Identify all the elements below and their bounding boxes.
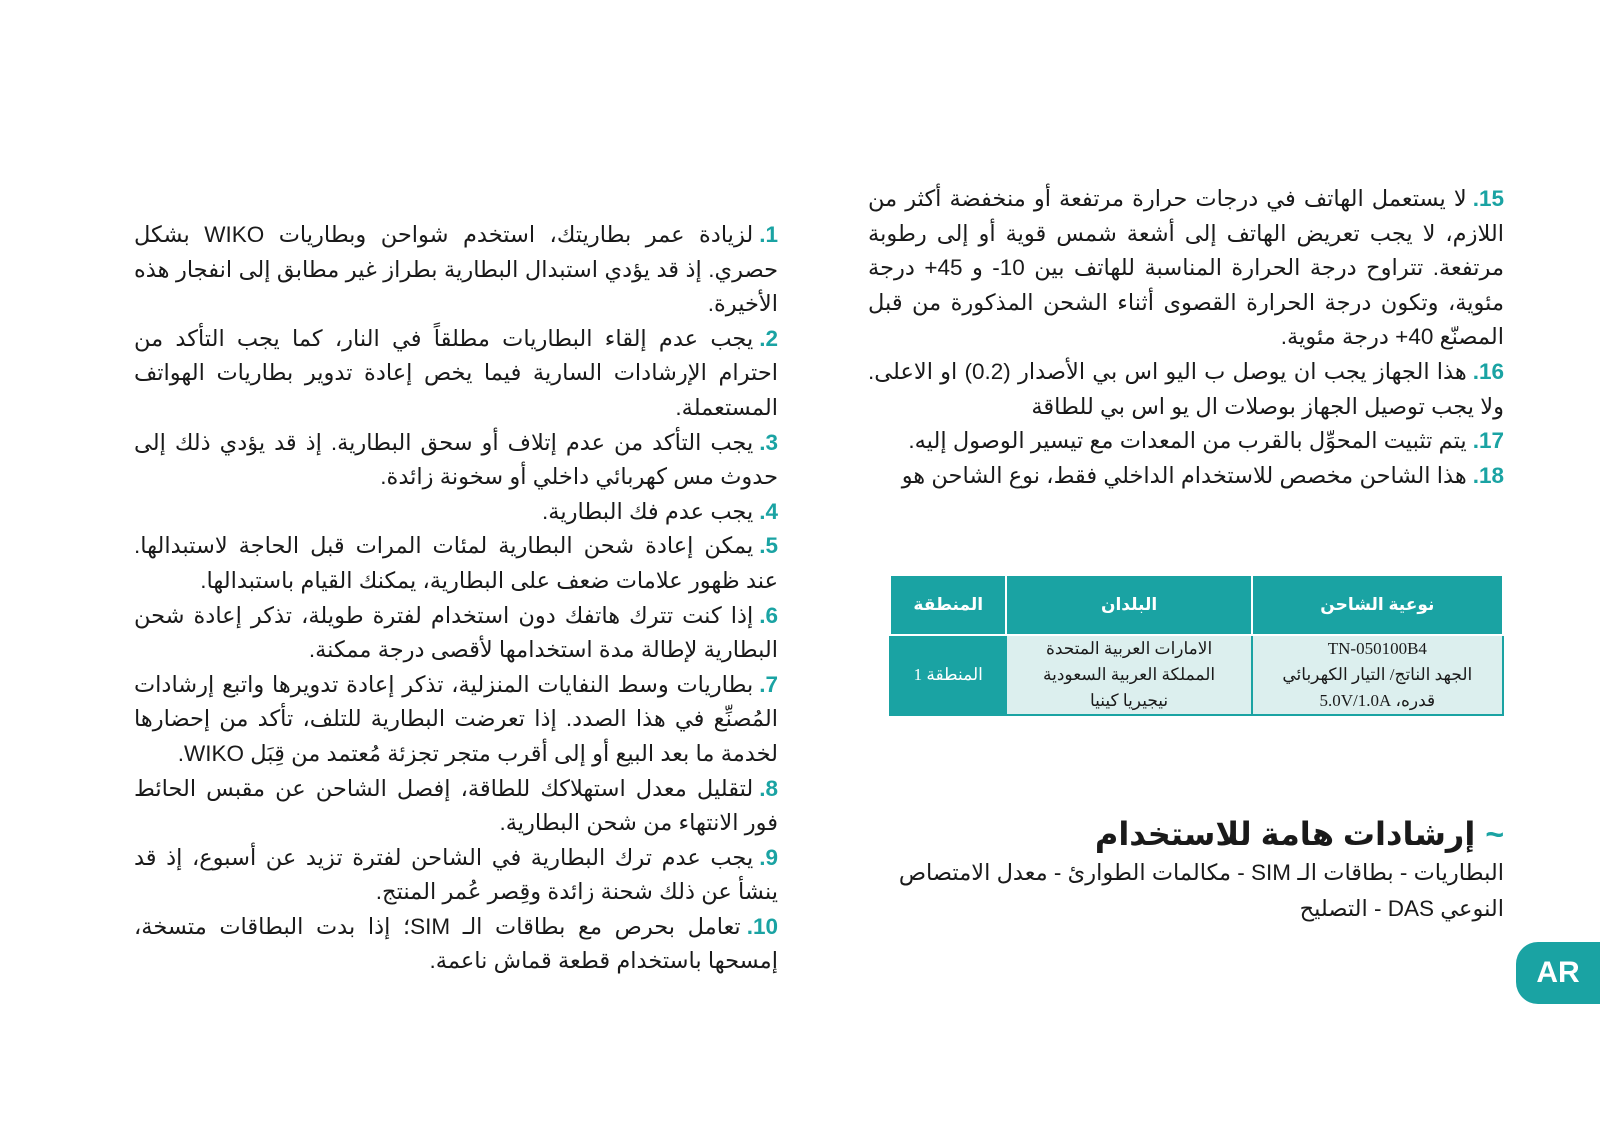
instruction-item	[134, 426, 778, 495]
language-badge: AR	[1516, 942, 1600, 1004]
instruction-item	[134, 495, 778, 530]
instructions-right-column	[868, 182, 1504, 493]
header-region: المنطقة	[890, 575, 1006, 635]
item-text: يتم تثبيت المحوِّل بالقرب من المعدات مع تيسير الوصول إليه.	[908, 428, 1467, 454]
tilde-mark: ~	[1485, 816, 1504, 852]
section-title-text: إرشادات هامة للاستخدام	[1094, 816, 1476, 852]
item-text: لزيادة عمر بطاريتك، استخدم شواحن وبطاريات WIKO بشكل حصري. إذ قد يؤدي استبدال البطارية بطراز غير مطابق إلى انفجار هذه الأخيرة.	[134, 222, 778, 317]
country-name: نيجيريا كينيا	[1089, 691, 1169, 710]
instruction-item	[868, 355, 1504, 424]
item-text: لتقليل معدل استهلاكك للطاقة، إفصل الشاحن عن مقبس الحائط فور الانتهاء من شحن البطارية.	[134, 775, 778, 836]
item-text: هذا الشاحن مخصص للاستخدام الداخلي فقط، نوع الشاحن هو	[901, 462, 1467, 488]
instruction-item	[134, 218, 778, 322]
charger-voltage-label: الجهد الناتج/ التيار الكهربائي	[1282, 665, 1473, 684]
item-number: 9.	[759, 844, 778, 870]
item-text: يجب عدم ترك البطارية في الشاحن لفترة تزيد عن أسبوع، إذ قد ينشأ عن ذلك شحنة زائدة وقِصر عُمر المنتج.	[134, 844, 778, 905]
item-text: إذا كنت تترك هاتفك دون استخدام لفترة طويلة، تذكر إعادة شحن البطارية لإطالة مدة استخدامها لأقصى درجة ممكنة.	[134, 602, 778, 663]
charger-voltage-value: قدره، 5.0V/1.0A	[1319, 691, 1436, 710]
instruction-item	[134, 841, 778, 910]
item-number: 16.	[1472, 358, 1504, 384]
country-name: الامارات العربية المتحدة	[1045, 639, 1213, 658]
item-number: 10.	[746, 913, 778, 939]
item-number: 1.	[759, 222, 778, 247]
country-name: المملكة العربية السعودية	[1043, 665, 1216, 684]
item-number: 8.	[759, 775, 778, 801]
instruction-item	[134, 529, 778, 598]
item-text: بطاريات وسط النفايات المنزلية، تذكر إعادة تدويرها واتبع إرشادات المُصنِّع في هذا الصدد. إذا تعرضت البطارية للتلف، تأكد من إحضارها لخدمة ما بعد البيع أو إلى أقرب متجر تجزئة مُعتمد من قِبَل WIKO.	[134, 671, 778, 766]
item-text: يجب عدم فك البطارية.	[542, 498, 754, 524]
item-number: 6.	[759, 602, 778, 628]
item-number: 3.	[759, 429, 778, 455]
table-header-row	[890, 575, 1503, 635]
table-row	[890, 635, 1503, 715]
item-number: 7.	[759, 671, 778, 697]
instruction-item	[134, 599, 778, 668]
instruction-item	[868, 424, 1504, 459]
instruction-item	[868, 459, 1504, 494]
item-text: هذا الجهاز يجب ان يوصل ب اليو اس بي الأصدار (0.2) او الاعلى. ولا يجب توصيل الجهاز بوصلات ال يو اس بي للطاقة	[868, 358, 1504, 419]
item-text: لا يستعمل الهاتف في درجات حرارة مرتفعة أو منخفضة أكثر من اللازم، لا يجب تعريض الهاتف إلى أشعة شمس قوية أو إلى رطوبة مرتفعة. تتراوح درجة الحرارة المناسبة للهاتف بين 10- و 45+ درجة مئوية، وتكون درجة الحرارة القصوى أثناء الشحن المذكورة من قبل المصنّع 40+ درجة مئوية.	[868, 186, 1504, 350]
header-countries: البلدان	[1006, 575, 1251, 635]
item-number: 5.	[759, 533, 778, 559]
countries-cell	[1006, 635, 1251, 715]
item-text: يمكن إعادة شحن البطارية لمئات المرات قبل الحاجة لاستبدالها. عند ظهور علامات ضعف على البطارية، يمكنك القيام باستبدالها.	[134, 533, 778, 593]
charger-model: TN-050100B4	[1327, 639, 1427, 658]
section-title	[1095, 815, 1504, 853]
instruction-item	[134, 772, 778, 841]
instruction-item	[134, 910, 778, 979]
charger-table	[889, 574, 1504, 716]
region-cell: المنطقة 1	[890, 635, 1006, 715]
instruction-item	[134, 668, 778, 772]
instructions-left-column	[134, 218, 778, 979]
item-number: 15.	[1472, 186, 1504, 211]
charger-type-cell	[1252, 635, 1503, 715]
section-subtitle: البطاريات - بطاقات الـ SIM - مكالمات الطوارئ - معدل الامتصاص النوعي DAS - التصليح	[898, 860, 1504, 921]
instruction-item	[868, 182, 1504, 355]
item-text: يجب عدم إلقاء البطاريات مطلقاً في النار، كما يجب التأكد من احترام الإرشادات السارية فيما يخص إعادة تدوير بطاريات الهواتف المستعملة.	[134, 325, 778, 420]
item-text: تعامل بحرص مع بطاقات الـ SIM؛ إذا بدت البطاقات متسخة، إمسحها باستخدام قطعة قماش ناعمة.	[134, 913, 778, 974]
instruction-item	[134, 322, 778, 426]
item-number: 18.	[1472, 462, 1504, 488]
item-text: يجب التأكد من عدم إتلاف أو سحق البطارية. إذ قد يؤدي ذلك إلى حدوث مس كهربائي داخلي أو سخونة زائدة.	[134, 429, 778, 490]
item-number: 2.	[759, 325, 778, 351]
item-number: 17.	[1472, 428, 1504, 454]
header-charger-type: نوعية الشاحن	[1252, 575, 1503, 635]
item-number: 4.	[759, 498, 778, 524]
